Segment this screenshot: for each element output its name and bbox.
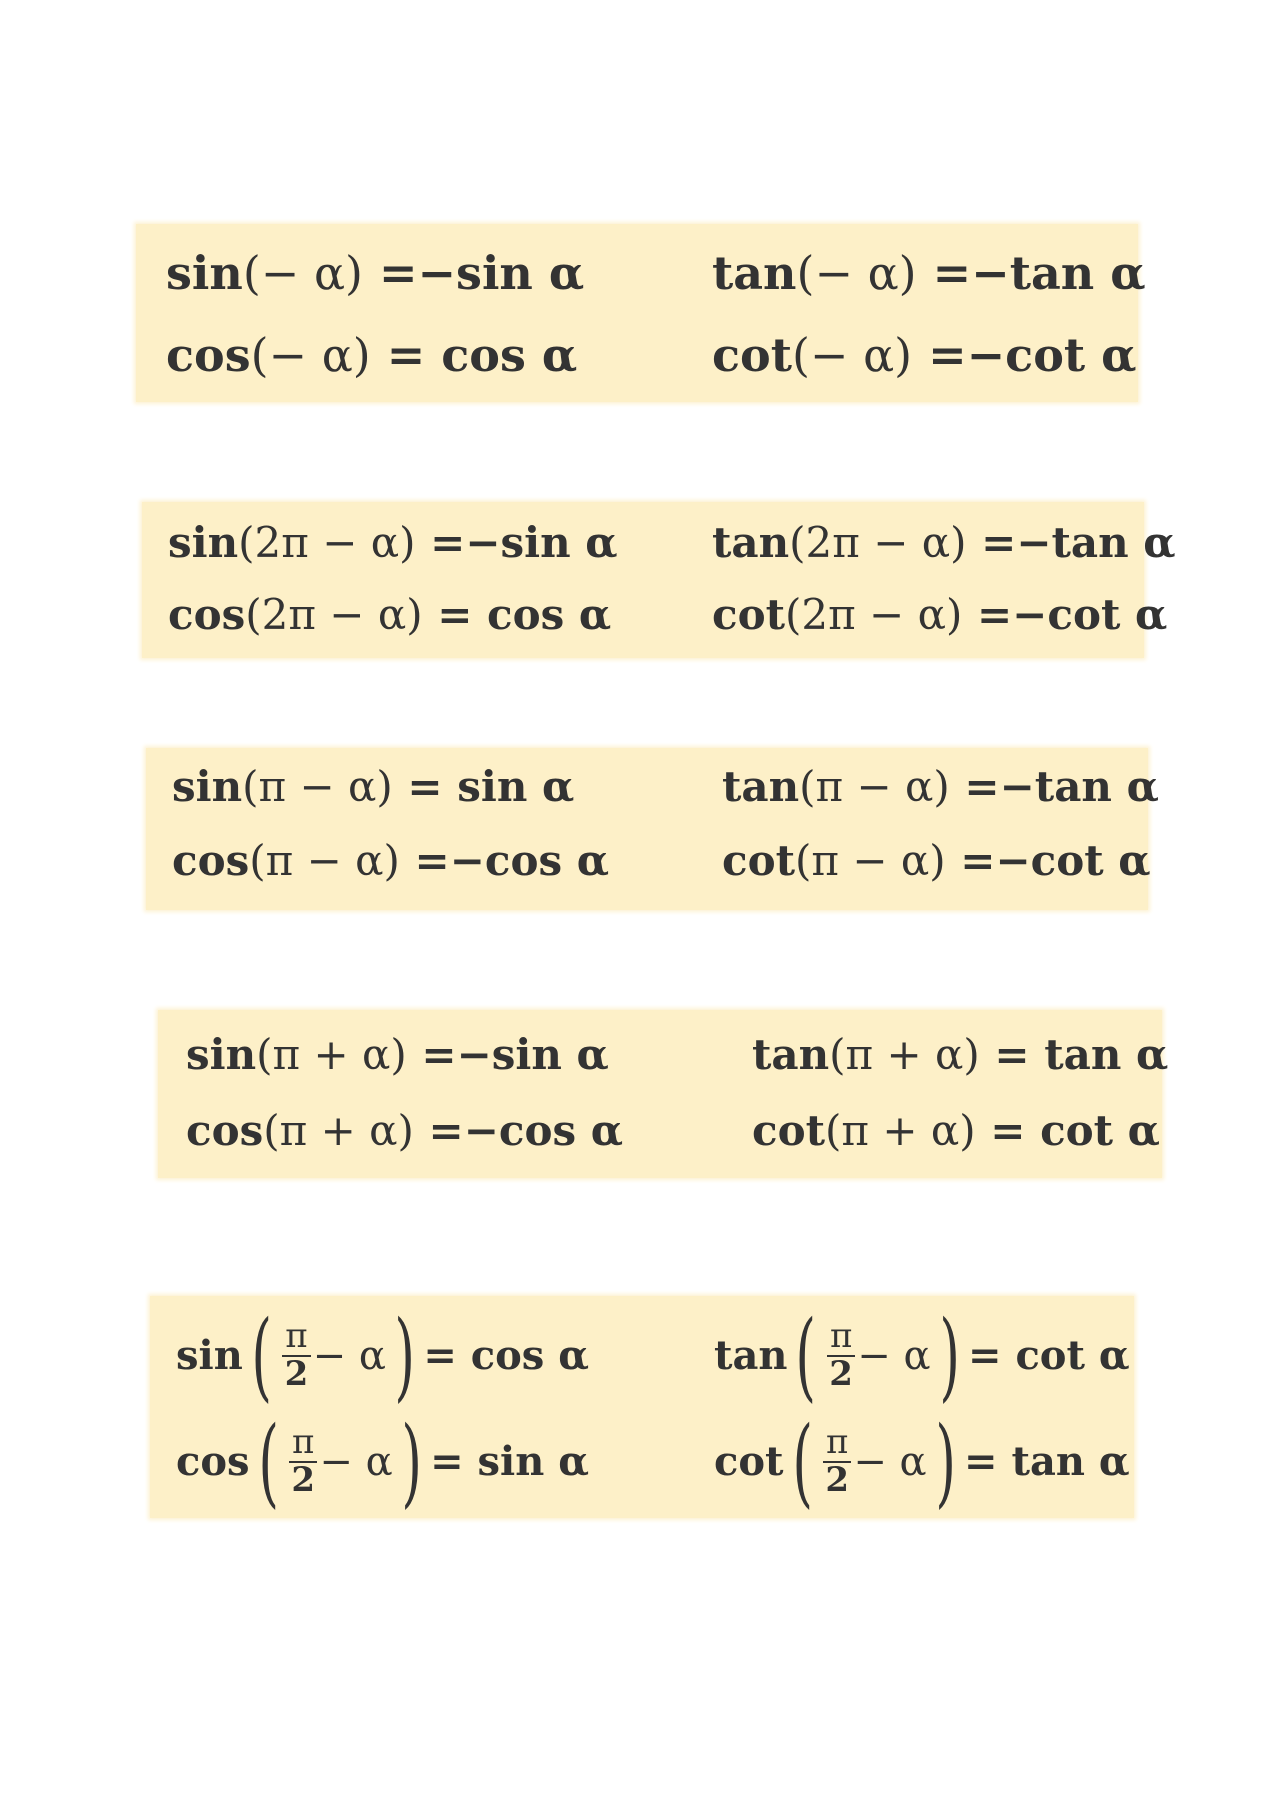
identity-sin-half-pi-minus-alpha: sin ( $\frac{\pi}{2}$ − α ) = cos α xyxy=(176,1300,590,1412)
identity-cos-pi-plus-alpha: cos(π + α) =−cos α xyxy=(186,1106,624,1155)
identity-cot-half-pi-minus-alpha: cot ( $\frac{\pi}{2}$ − α ) = tan α xyxy=(714,1406,1130,1518)
fraction: $\frac{\pi}{2}$ xyxy=(827,1319,855,1392)
right-paren: ) xyxy=(394,1300,415,1412)
identity-cot-neg-alpha: cot(− α) =−cot α xyxy=(712,328,1137,382)
identity-tan-2pi-minus-alpha: tan(2π − α) =−tan α xyxy=(712,518,1176,567)
identity-tan-neg-alpha: tan(− α) =−tan α xyxy=(712,246,1146,300)
identity-cot-2pi-minus-alpha: cot(2π − α) =−cot α xyxy=(712,590,1168,639)
identity-tan-pi-plus-alpha: tan(π + α) = tan α xyxy=(752,1030,1169,1079)
identity-tan-pi-minus-alpha: tan(π − α) =−tan α xyxy=(722,762,1159,811)
fraction: $\frac{\pi}{2}$ xyxy=(282,1319,310,1392)
identity-cos-neg-alpha: cos(− α) = cos α xyxy=(166,328,578,382)
right-paren: ) xyxy=(938,1300,960,1412)
identity-sin-pi-plus-alpha: sin(π + α) =−sin α xyxy=(186,1030,609,1079)
identity-cos-2pi-minus-alpha: cos(2π − α) = cos α xyxy=(168,590,612,639)
identity-cot-pi-plus-alpha: cot(π + α) = cot α xyxy=(752,1106,1161,1155)
identity-sin-pi-minus-alpha: sin(π − α) = sin α xyxy=(172,762,575,811)
identity-tan-half-pi-minus-alpha: tan ( $\frac{\pi}{2}$ − α ) = cot α xyxy=(714,1300,1130,1412)
identity-cot-pi-minus-alpha: cot(π − α) =−cot α xyxy=(722,836,1151,885)
right-paren: ) xyxy=(401,1406,422,1518)
left-paren: ( xyxy=(795,1300,817,1412)
left-paren: ( xyxy=(257,1406,279,1518)
identity-cos-half-pi-minus-alpha: cos ( $\frac{\pi}{2}$ − α ) = sin α xyxy=(176,1406,590,1518)
fraction: $\frac{\pi}{2}$ xyxy=(823,1425,851,1498)
identity-cos-pi-minus-alpha: cos(π − α) =−cos α xyxy=(172,836,610,885)
right-paren: ) xyxy=(935,1406,956,1518)
fraction: $\frac{\pi}{2}$ xyxy=(289,1425,317,1498)
left-paren: ( xyxy=(251,1300,272,1412)
left-paren: ( xyxy=(791,1406,813,1518)
identity-sin-2pi-minus-alpha: sin(2π − α) =−sin α xyxy=(168,518,618,567)
identity-sin-neg-alpha: sin(− α) =−sin α xyxy=(166,246,585,300)
